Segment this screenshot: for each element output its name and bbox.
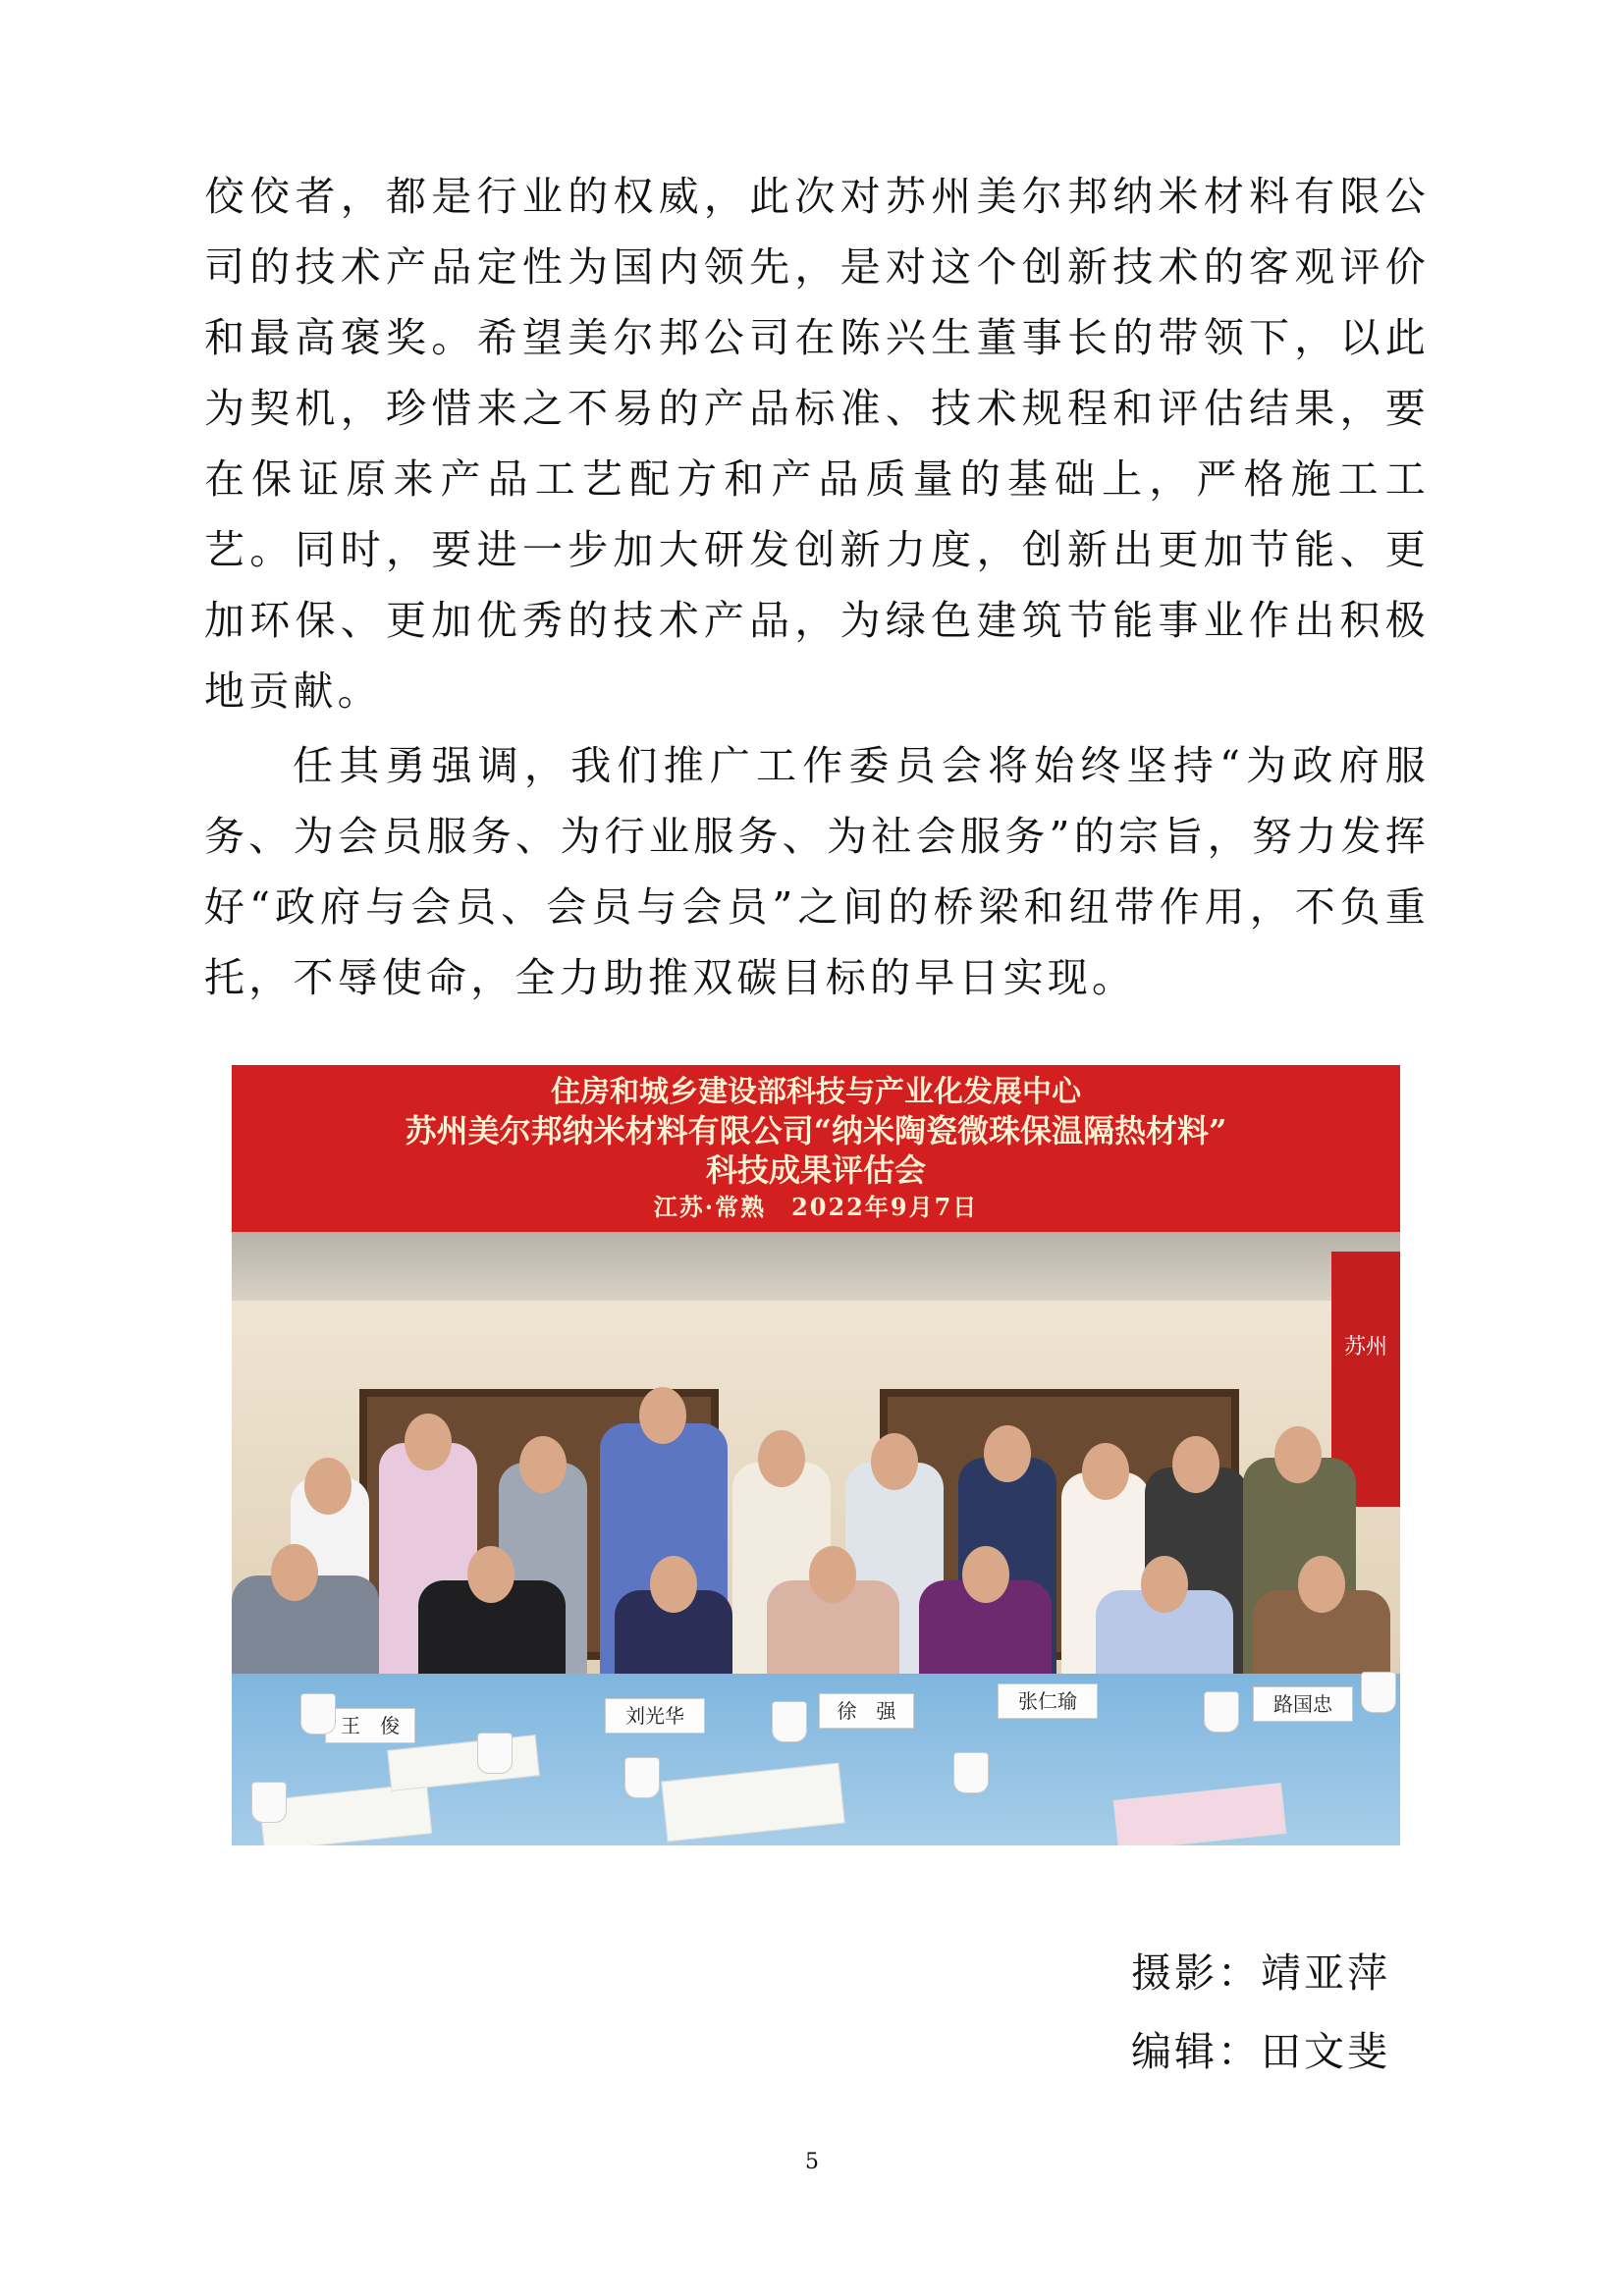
name-card: 王 俊 [325,1708,415,1743]
photo-cup [477,1733,513,1774]
photo-cup [1361,1672,1396,1713]
photo-person-head [1172,1436,1219,1493]
photo-cup [1204,1691,1239,1733]
photo-cup [772,1701,807,1742]
photo-cup [624,1757,660,1798]
photo-person-head [650,1556,697,1613]
photographer-credit: 摄影：靖亚萍 [1131,1949,1390,1997]
photo-person-head [1298,1556,1345,1613]
photo-person-head [1274,1426,1322,1483]
photo-person-head [962,1546,1009,1603]
photo-person-head [519,1436,567,1493]
photo-person-head [467,1546,514,1603]
banner-line-4: 江苏·常熟 2022年9月7日 [653,1193,979,1221]
photo-person-head [271,1544,318,1601]
body-paragraph-2: 任其勇强调，我们推广工作委员会将始终坚持“为政府服务、为会员服务、为行业服务、为社会服务”的宗旨，努力发挥好“政府与会员、会员与会员”之间的桥梁和纽带作用，不负重托，不辱使命，全力助推双碳目标的早日实现。 [204,742,1430,1001]
photo-person-head [758,1430,805,1487]
editor-credit: 编辑：田文斐 [1131,2028,1390,2075]
banner-line-1: 住房和城乡建设部科技与产业化发展中心 [551,1075,1081,1109]
photo-person-head [871,1433,918,1490]
photo-cup [251,1782,287,1823]
side-panel-text: 苏州 [1343,1335,1387,1360]
photo-cup [300,1693,336,1735]
photo-person-head [1082,1443,1129,1500]
photo-person-head [809,1546,856,1603]
banner-line-3: 科技成果评估会 [705,1151,926,1189]
page-number: 5 [805,2150,819,2174]
name-card: 张仁瑜 [998,1683,1098,1719]
photo-person-head [304,1458,352,1515]
name-card: 路国忠 [1253,1686,1353,1722]
name-card: 刘光华 [605,1698,705,1734]
photo-red-banner [232,1065,1400,1232]
photo-ceiling [232,1232,1400,1301]
photo-cup [953,1752,989,1793]
name-card: 徐 强 [819,1693,914,1729]
meeting-group-photo [232,1065,1400,1845]
photo-person-head [984,1425,1031,1482]
photo-person-head [639,1387,686,1444]
body-paragraph-1: 佼佼者，都是行业的权威，此次对苏州美尔邦纳米材料有限公司的技术产品定性为国内领先，是对这个创新技术的客观评价和最高褒奖。希望美尔邦公司在陈兴生董事长的带领下，以此为契机，珍惜来之不易的产品标准、技术规程和评估结果，要在保证原来产品工艺配方和产品质量的基础上，严格施工工艺。同时，要进一步加大研发创新力度，创新出更加节能、更加环保、更加优秀的技术产品，为绿色建筑节能事业作出积极地贡献。 [204,173,1430,715]
photo-person-head [1141,1556,1188,1613]
banner-line-2: 苏州美尔邦纳米材料有限公司“纳米陶瓷微珠保温隔热材料” [405,1112,1227,1149]
photo-person-head [405,1414,452,1470]
